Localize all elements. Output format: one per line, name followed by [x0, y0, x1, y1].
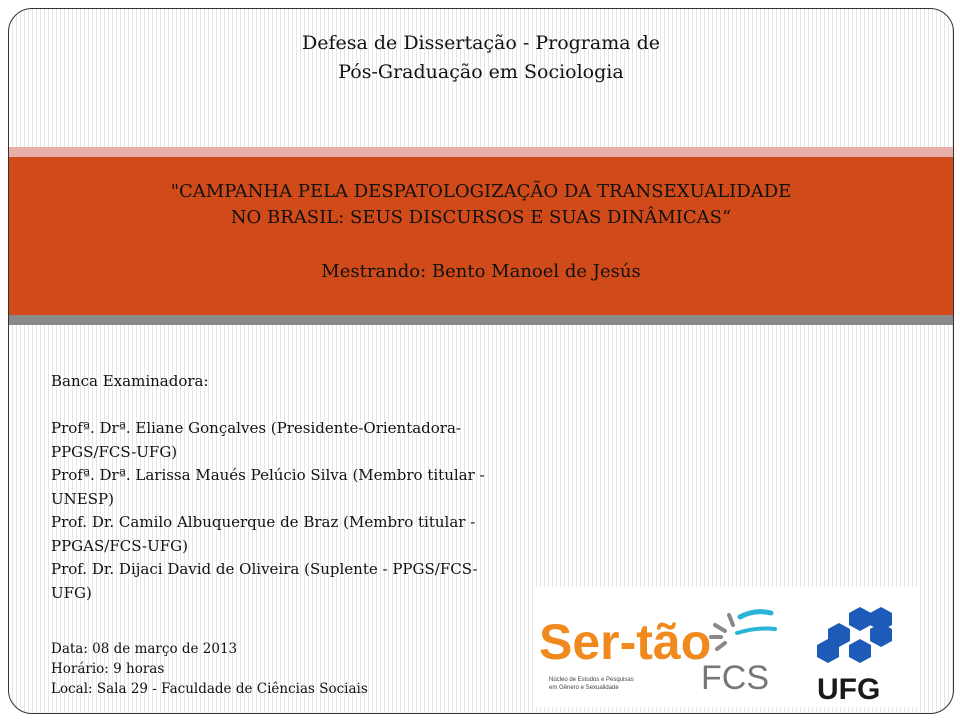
event-info	[51, 639, 451, 699]
committee-heading: Banca Examinadora:	[51, 372, 209, 390]
committee-line: UNESP)	[51, 489, 114, 508]
header-line-1: Defesa de Dissertação - Programa de	[302, 32, 660, 54]
examining-committee	[51, 370, 521, 605]
sertao-subtitle-2: em Gênero e Sexualidade	[549, 685, 619, 691]
fcs-logo-text: FCS	[701, 659, 769, 697]
event-time: Horário: 9 horas	[51, 661, 165, 677]
committee-line: PPGS/FCS-UFG)	[51, 442, 178, 461]
title-line-1: "CAMPANHA PELA DESPATOLOGIZAÇÃO DA TRANSEXUALIDADE	[170, 181, 792, 202]
title-line-2: NO BRASIL: SEUS DISCURSOS E SUAS DINÂMICAS“	[230, 207, 732, 228]
committee-line: Prof. Dr. Dijaci David de Oliveira (Suplente - PPGS/FCS-	[51, 560, 478, 578]
header-line-2: Pós-Graduação em Sociologia	[338, 61, 624, 83]
event-place: Local: Sala 29 - Faculdade de Ciências Sociais	[51, 681, 368, 697]
slide-header	[9, 29, 953, 87]
sertao-logo	[539, 614, 711, 691]
title-banner	[9, 157, 953, 315]
committee-line: UFG)	[51, 583, 92, 602]
fcs-sun-icon	[711, 615, 733, 649]
logos-panel	[535, 587, 919, 707]
committee-line: Profª. Drª. Eliane Gonçalves (Presidente-Orientadora-	[51, 419, 461, 437]
ufg-logo	[817, 607, 892, 706]
slide	[8, 8, 954, 714]
ufg-logo-text: UFG	[817, 673, 881, 706]
committee-line: PPGAS/FCS-UFG)	[51, 536, 188, 555]
fcs-wave-icon	[740, 612, 771, 617]
ufg-hexagon-icon	[817, 607, 892, 663]
sertao-subtitle-1: Núcleo de Estudos e Pesquisas	[549, 677, 634, 683]
gray-divider	[9, 315, 953, 325]
student-name: Mestrando: Bento Manoel de Jesús	[321, 261, 641, 282]
committee-line: Profª. Drª. Larissa Maués Pelúcio Silva (Membro titular -	[51, 466, 485, 484]
pink-divider	[9, 147, 953, 157]
committee-line: Prof. Dr. Camilo Albuquerque de Braz (Membro titular -	[51, 513, 476, 531]
event-date: Data: 08 de março de 2013	[51, 641, 238, 657]
fcs-logo	[701, 612, 775, 697]
logos-svg	[535, 587, 919, 707]
sertao-logo-text: Ser-tão	[539, 614, 712, 670]
dissertation-title	[9, 179, 953, 231]
